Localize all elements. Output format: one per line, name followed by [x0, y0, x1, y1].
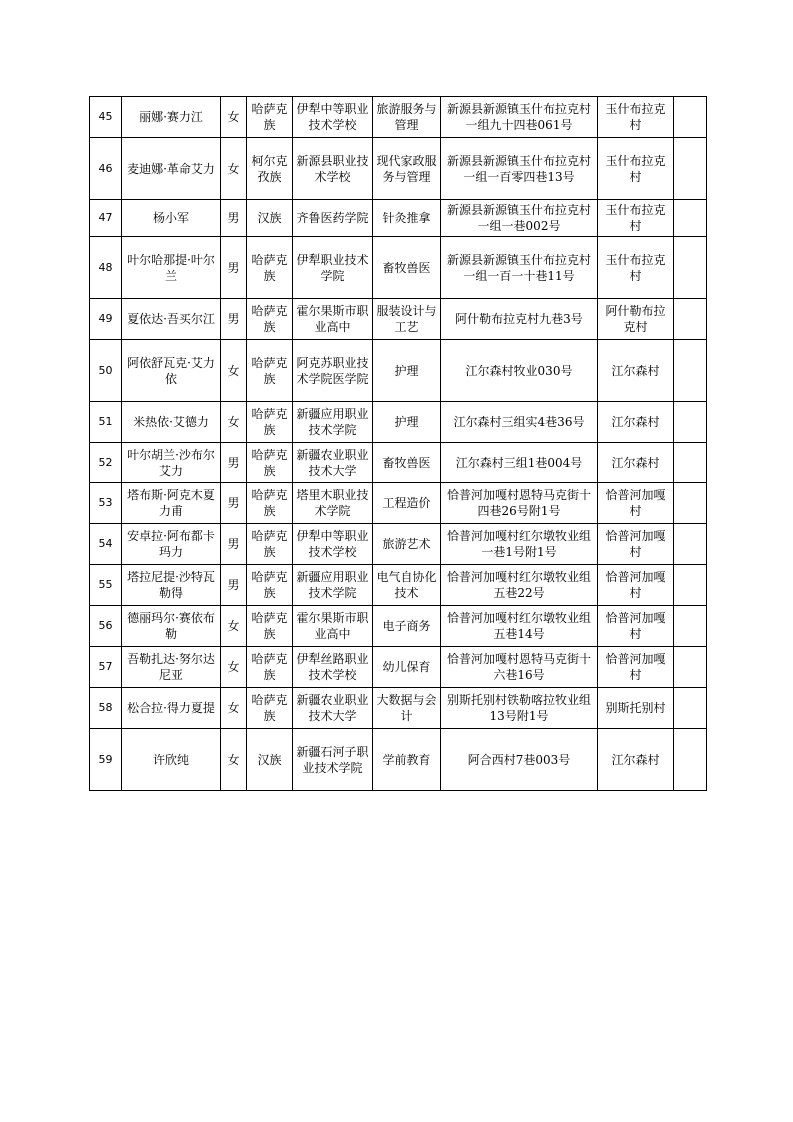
row-number: 55 — [90, 565, 122, 606]
major-cell: 护理 — [373, 402, 441, 443]
ethnicity-cell: 哈萨克族 — [247, 647, 293, 688]
ethnicity-cell: 哈萨克族 — [247, 524, 293, 565]
gender-cell: 男 — [221, 524, 247, 565]
ethnicity-cell: 哈萨克族 — [247, 237, 293, 299]
major-cell: 旅游艺术 — [373, 524, 441, 565]
school-cell: 伊犁丝路职业技术学校 — [293, 647, 373, 688]
ethnicity-cell: 哈萨克族 — [247, 606, 293, 647]
major-cell: 服装设计与工艺 — [373, 299, 441, 340]
gender-cell: 男 — [221, 200, 247, 237]
note-cell — [674, 688, 707, 729]
gender-cell: 男 — [221, 565, 247, 606]
row-number: 45 — [90, 97, 122, 138]
note-cell — [674, 443, 707, 483]
student-name: 叶尔胡兰·沙布尔艾力 — [122, 443, 221, 483]
address-cell: 恰普河加嘎村红尔墩牧业组一巷1号附1号 — [441, 524, 598, 565]
student-name: 吾勒扎达·努尔达尼亚 — [122, 647, 221, 688]
village-cell: 恰普河加嘎村 — [598, 483, 674, 524]
note-cell — [674, 729, 707, 791]
address-cell: 别斯托别村铁勒喀拉牧业组13号附1号 — [441, 688, 598, 729]
school-cell: 霍尔果斯市职业高中 — [293, 299, 373, 340]
village-cell: 江尔森村 — [598, 443, 674, 483]
address-cell: 阿合西村7巷003号 — [441, 729, 598, 791]
student-name: 德丽玛尔·赛依布勒 — [122, 606, 221, 647]
address-cell: 恰普河加嘎村红尔墩牧业组五巷14号 — [441, 606, 598, 647]
village-cell: 恰普河加嘎村 — [598, 606, 674, 647]
row-number: 56 — [90, 606, 122, 647]
address-cell: 江尔森村三组1巷004号 — [441, 443, 598, 483]
school-cell: 霍尔果斯市职业高中 — [293, 606, 373, 647]
ethnicity-cell: 哈萨克族 — [247, 443, 293, 483]
table-row — [90, 200, 707, 237]
row-number: 46 — [90, 138, 122, 200]
row-number: 58 — [90, 688, 122, 729]
note-cell — [674, 340, 707, 402]
address-cell: 江尔森村牧业030号 — [441, 340, 598, 402]
note-cell — [674, 565, 707, 606]
gender-cell: 女 — [221, 688, 247, 729]
village-cell: 江尔森村 — [598, 729, 674, 791]
note-cell — [674, 647, 707, 688]
gender-cell: 男 — [221, 483, 247, 524]
note-cell — [674, 138, 707, 200]
row-number: 47 — [90, 200, 122, 237]
address-cell: 江尔森村三组实4巷36号 — [441, 402, 598, 443]
village-cell: 恰普河加嘎村 — [598, 524, 674, 565]
note-cell — [674, 200, 707, 237]
table-row — [90, 565, 707, 606]
row-number: 57 — [90, 647, 122, 688]
row-number: 49 — [90, 299, 122, 340]
school-cell: 新疆农业职业技术大学 — [293, 688, 373, 729]
address-cell: 新源县新源镇玉什布拉克村一组一巷002号 — [441, 200, 598, 237]
village-cell: 恰普河加嘎村 — [598, 565, 674, 606]
gender-cell: 女 — [221, 340, 247, 402]
note-cell — [674, 97, 707, 138]
ethnicity-cell: 哈萨克族 — [247, 688, 293, 729]
village-cell: 别斯托别村 — [598, 688, 674, 729]
school-cell: 伊犁职业技术学院 — [293, 237, 373, 299]
village-cell: 江尔森村 — [598, 402, 674, 443]
gender-cell: 女 — [221, 606, 247, 647]
gender-cell: 女 — [221, 97, 247, 138]
student-name: 丽娜·赛力江 — [122, 97, 221, 138]
note-cell — [674, 402, 707, 443]
table-row — [90, 688, 707, 729]
major-cell: 电气自协化技术 — [373, 565, 441, 606]
major-cell: 现代家政服务与管理 — [373, 138, 441, 200]
row-number: 54 — [90, 524, 122, 565]
major-cell: 旅游服务与管理 — [373, 97, 441, 138]
ethnicity-cell: 汉族 — [247, 200, 293, 237]
ethnicity-cell: 汉族 — [247, 729, 293, 791]
table-row — [90, 606, 707, 647]
table-row — [90, 138, 707, 200]
gender-cell: 男 — [221, 443, 247, 483]
ethnicity-cell: 柯尔克孜族 — [247, 138, 293, 200]
address-cell: 恰普河加嘎村恩特马克街十六巷16号 — [441, 647, 598, 688]
address-cell: 阿什勒布拉克村九巷3号 — [441, 299, 598, 340]
table-row — [90, 443, 707, 483]
student-roster-table — [89, 96, 707, 791]
village-cell: 江尔森村 — [598, 340, 674, 402]
major-cell: 电子商务 — [373, 606, 441, 647]
school-cell: 伊犁中等职业技术学校 — [293, 97, 373, 138]
row-number: 50 — [90, 340, 122, 402]
ethnicity-cell: 哈萨克族 — [247, 483, 293, 524]
student-name: 安卓拉·阿布都卡玛力 — [122, 524, 221, 565]
gender-cell: 男 — [221, 237, 247, 299]
school-cell: 新源县职业技术学校 — [293, 138, 373, 200]
village-cell: 玉什布拉克村 — [598, 138, 674, 200]
student-name: 叶尔哈那提·叶尔兰 — [122, 237, 221, 299]
ethnicity-cell: 哈萨克族 — [247, 402, 293, 443]
village-cell: 恰普河加嘎村 — [598, 647, 674, 688]
gender-cell: 女 — [221, 138, 247, 200]
note-cell — [674, 237, 707, 299]
note-cell — [674, 299, 707, 340]
note-cell — [674, 524, 707, 565]
row-number: 52 — [90, 443, 122, 483]
row-number: 59 — [90, 729, 122, 791]
gender-cell: 女 — [221, 402, 247, 443]
major-cell: 大数据与会计 — [373, 688, 441, 729]
table-row — [90, 299, 707, 340]
table-row — [90, 729, 707, 791]
note-cell — [674, 483, 707, 524]
student-name: 许欣纯 — [122, 729, 221, 791]
table-row — [90, 237, 707, 299]
school-cell: 塔里木职业技术学院 — [293, 483, 373, 524]
roster-body — [90, 97, 707, 791]
ethnicity-cell: 哈萨克族 — [247, 565, 293, 606]
village-cell: 玉什布拉克村 — [598, 237, 674, 299]
school-cell: 新疆应用职业技术学院 — [293, 402, 373, 443]
major-cell: 幼儿保育 — [373, 647, 441, 688]
school-cell: 阿克苏职业技术学院医学院 — [293, 340, 373, 402]
student-name: 麦迪娜·革命艾力 — [122, 138, 221, 200]
address-cell: 恰普河加嘎村恩特马克街十四巷26号附1号 — [441, 483, 598, 524]
student-name: 米热依·艾德力 — [122, 402, 221, 443]
table-row — [90, 340, 707, 402]
school-cell: 新疆应用职业技术学院 — [293, 565, 373, 606]
table-row — [90, 524, 707, 565]
address-cell: 新源县新源镇玉什布拉克村一组九十四巷061号 — [441, 97, 598, 138]
major-cell: 工程造价 — [373, 483, 441, 524]
table-row — [90, 402, 707, 443]
note-cell — [674, 606, 707, 647]
school-cell: 伊犁中等职业技术学校 — [293, 524, 373, 565]
ethnicity-cell: 哈萨克族 — [247, 340, 293, 402]
table-row — [90, 647, 707, 688]
major-cell: 畜牧兽医 — [373, 443, 441, 483]
student-name: 松合拉·得力夏提 — [122, 688, 221, 729]
village-cell: 玉什布拉克村 — [598, 200, 674, 237]
major-cell: 护理 — [373, 340, 441, 402]
student-name: 塔布斯·阿克木夏力甫 — [122, 483, 221, 524]
school-cell: 新疆石河子职业技术学院 — [293, 729, 373, 791]
row-number: 53 — [90, 483, 122, 524]
major-cell: 针灸推拿 — [373, 200, 441, 237]
ethnicity-cell: 哈萨克族 — [247, 299, 293, 340]
major-cell: 学前教育 — [373, 729, 441, 791]
table-row — [90, 97, 707, 138]
village-cell: 玉什布拉克村 — [598, 97, 674, 138]
address-cell: 新源县新源镇玉什布拉克村一组一百零四巷13号 — [441, 138, 598, 200]
village-cell: 阿什勒布拉克村 — [598, 299, 674, 340]
student-name: 夏依达·吾买尔江 — [122, 299, 221, 340]
major-cell: 畜牧兽医 — [373, 237, 441, 299]
row-number: 51 — [90, 402, 122, 443]
row-number: 48 — [90, 237, 122, 299]
student-name: 塔拉尼提·沙特瓦勒得 — [122, 565, 221, 606]
gender-cell: 女 — [221, 647, 247, 688]
student-name: 阿依舒瓦克·艾力依 — [122, 340, 221, 402]
ethnicity-cell: 哈萨克族 — [247, 97, 293, 138]
student-name: 杨小军 — [122, 200, 221, 237]
school-cell: 齐鲁医药学院 — [293, 200, 373, 237]
gender-cell: 男 — [221, 299, 247, 340]
school-cell: 新疆农业职业技术大学 — [293, 443, 373, 483]
table-row — [90, 483, 707, 524]
gender-cell: 女 — [221, 729, 247, 791]
address-cell: 新源县新源镇玉什布拉克村一组一百一十巷11号 — [441, 237, 598, 299]
address-cell: 恰普河加嘎村红尔墩牧业组五巷22号 — [441, 565, 598, 606]
